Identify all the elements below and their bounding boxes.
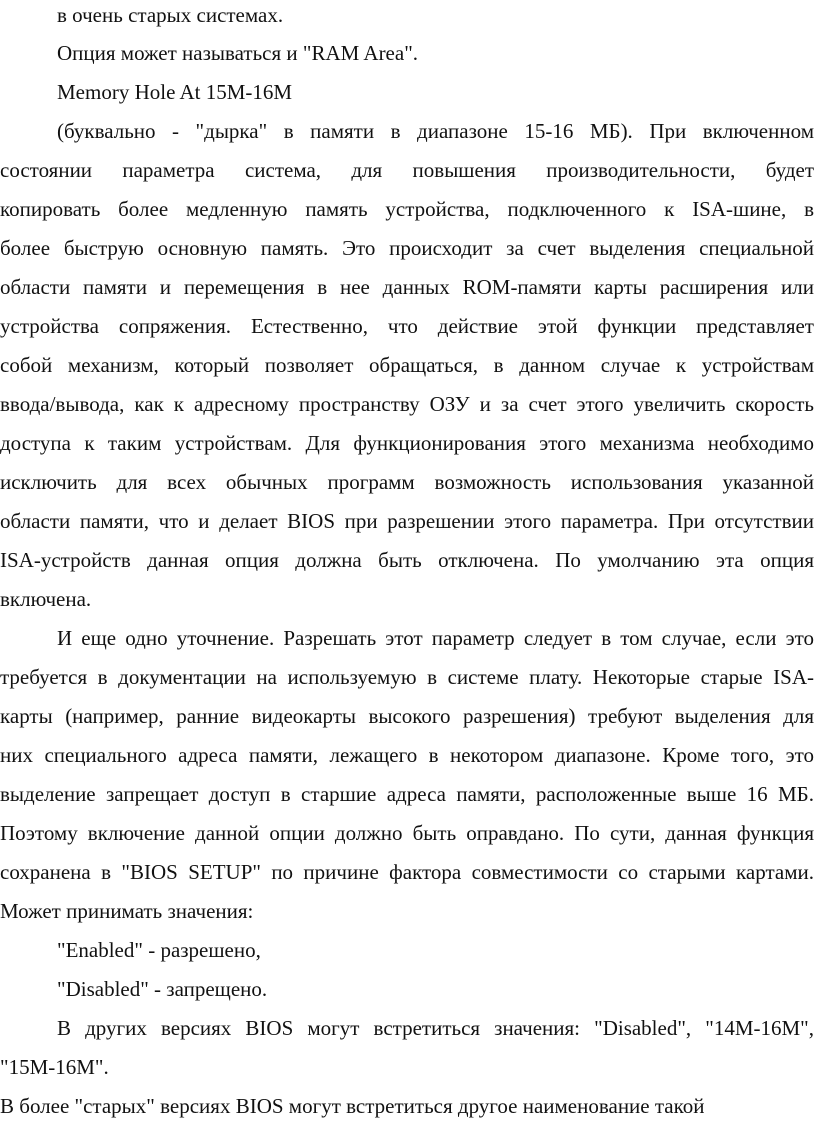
text-line: В более "старых" версиях BIOS могут встретиться другое наименование такой [0,1094,705,1118]
text-line: (буквально - "дырка" в памяти в диапазоне 15-16 МБ). При включенном [57,119,814,143]
section-heading: Memory Hole At 15M-16M [57,80,293,104]
text-line: состоянии параметра система, для повышения производительности, будет [0,158,814,182]
text-line: Может принимать значения: [0,899,254,923]
text-line: Опция может называться и "RAM Area". [57,41,419,65]
text-line: более быструю основную память. Это происходит за счет выделения специальной [0,236,814,260]
text-line: В других версиях BIOS могут встретиться значения: "Disabled", "14M-16M", [57,1016,814,1040]
text-line: "15M-16M". [0,1055,109,1079]
text-line: требуется в документации на используемую в системе плату. Некоторые старые ISA- [0,665,814,689]
text-line: исключить для всех обычных программ возможность использования указанной [0,470,814,494]
text-line: включена. [0,587,92,611]
text-line: доступа к таким устройствам. Для функционирования этого механизма необходимо [0,431,814,455]
text-line: собой механизм, который позволяет обращаться, в данном случае к устройствам [0,353,814,377]
text-line: сохранена в "BIOS SETUP" по причине фактора совместимости со старыми картами. [0,860,814,884]
text-line: них специального адреса памяти, лежащего в некотором диапазоне. Кроме того, это [0,743,814,767]
text-line: выделение запрещает доступ в старшие адреса памяти, расположенные выше 16 МБ. [0,782,814,806]
text-line: в очень старых системах. [57,3,284,27]
text-line: И еще одно уточнение. Разрешать этот параметр следует в том случае, если это [57,626,814,650]
text-line: области памяти, что и делает BIOS при разрешении этого параметра. При отсутствии [0,509,814,533]
text-line: устройства сопряжения. Естественно, что действие этой функции представляет [0,314,814,338]
text-line: копировать более медленную память устройства, подключенного к ISA-шине, в [0,197,814,221]
text-line: ввода/вывода, как к адресному пространству ОЗУ и за счет этого увеличить скорость [0,392,814,416]
text-line: "Disabled" - запрещено. [57,977,268,1001]
text-line: Поэтому включение данной опции должно быть оправдано. По сути, данная функция [0,821,814,845]
text-line: карты (например, ранние видеокарты высокого разрешения) требуют выделения для [0,704,814,728]
text-line: ISA-устройств данная опция должна быть отключена. По умолчанию эта опция [0,548,814,572]
text-line: "Enabled" - разрешено, [57,938,261,962]
text-line: области памяти и перемещения в нее данных ROM-памяти карты расширения или [0,275,814,299]
